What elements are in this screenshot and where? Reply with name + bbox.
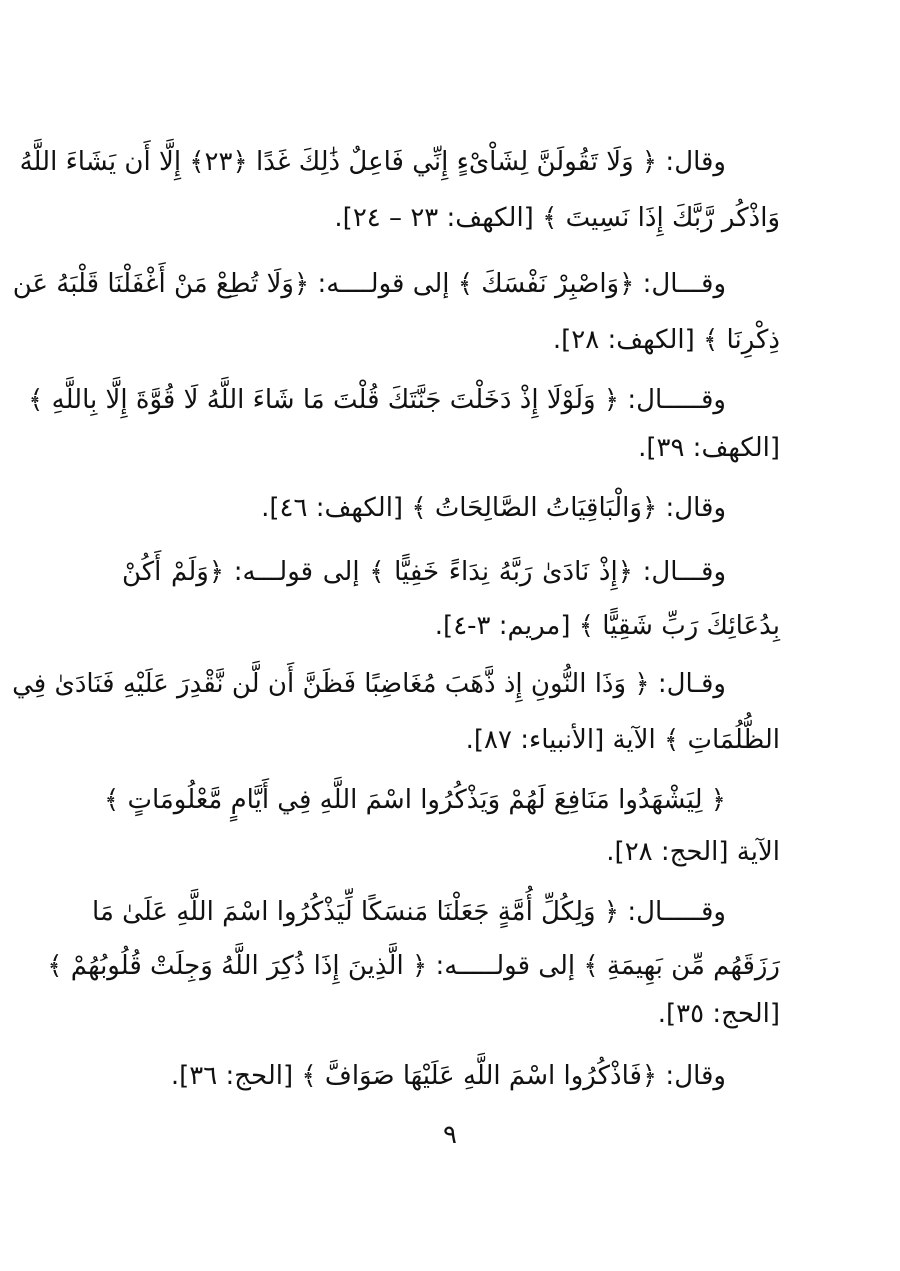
text-line: ذِكْرِنَا ﴾ [الكهف: ٢٨].	[552, 325, 780, 355]
text-line: وَاذْكُر رَّبَّكَ إِذَا نَسِيتَ ﴾ [الكهف: ٢٣ – ٢٤].	[334, 203, 780, 233]
text-line: وقال: ﴿وَالْبَاقِيَاتُ الصَّالِحَاتُ ﴾ [الكهف: ٤٦].	[261, 493, 726, 523]
text-line: الآية [الحج: ٢٨].	[606, 837, 780, 867]
text-line: وقـــال: ﴿إِذْ نَادَىٰ رَبَّهُ نِدَاءً خَفِيًّا ﴾ إلى قولـــه: ﴿وَلَمْ أَكُنْ	[122, 557, 726, 587]
text-line: [الكهف: ٣٩].	[638, 433, 780, 463]
text-line: [الحج: ٣٥].	[657, 999, 780, 1029]
text-line: وقـــال: ﴿وَاصْبِرْ نَفْسَكَ ﴾ إلى قولــــه: ﴿وَلَا تُطِعْ مَنْ أَغْفَلْنَا قَلْبَهُ عَن	[12, 269, 726, 299]
text-line: وقـــــال: ﴿ وَلِكُلِّ أُمَّةٍ جَعَلْنَا مَنسَكًا لِّيَذْكُرُوا اسْمَ اللَّهِ عَلَىٰ مَا	[92, 897, 726, 927]
text-line: الظُّلُمَاتِ ﴾ الآية [الأنبياء: ٨٧].	[465, 725, 780, 755]
text-line: وقال: ﴿فَاذْكُرُوا اسْمَ اللَّهِ عَلَيْهَا صَوَافَّ ﴾ [الحج: ٣٦].	[170, 1061, 726, 1091]
page-number: ٩	[443, 1120, 457, 1150]
text-line: بِدُعَائِكَ رَبِّ شَقِيًّا ﴾ [مريم: ٣-٤].	[434, 611, 780, 641]
text-line: رَزَقَهُم مِّن بَهِيمَةِ ﴾ إلى قولـــــه: ﴿ الَّذِينَ إِذَا ذُكِرَ اللَّهُ وَجِلَتْ قُلُوبُهُمْ ﴾	[47, 951, 780, 981]
text-line: وقـــــال: ﴿ وَلَوْلَا إِذْ دَخَلْتَ جَنَّتَكَ قُلْتَ مَا شَاءَ اللَّهُ لَا قُوَّةَ إِلَّا بِاللَّهِ ﴾	[28, 385, 726, 415]
text-line: ﴿ لِيَشْهَدُوا مَنَافِعَ لَهُمْ وَيَذْكُرُوا اسْمَ اللَّهِ فِي أَيَّامٍ مَّعْلُومَاتٍ ﴾	[103, 785, 726, 815]
text-line: وقـال: ﴿ وَذَا النُّونِ إِذ ذَّهَبَ مُغَاضِبًا فَظَنَّ أَن لَّن نَّقْدِرَ عَلَيْهِ فَنَادَىٰ فِي	[12, 669, 726, 699]
text-line: وقال: ﴿ وَلَا تَقُولَنَّ لِشَاْىْءٍ إِنِّي فَاعِلٌ ذَٰلِكَ غَدًا ﴿٢٣﴾ إِلَّا أَن يَشَاءَ اللَّهُ	[19, 147, 726, 177]
